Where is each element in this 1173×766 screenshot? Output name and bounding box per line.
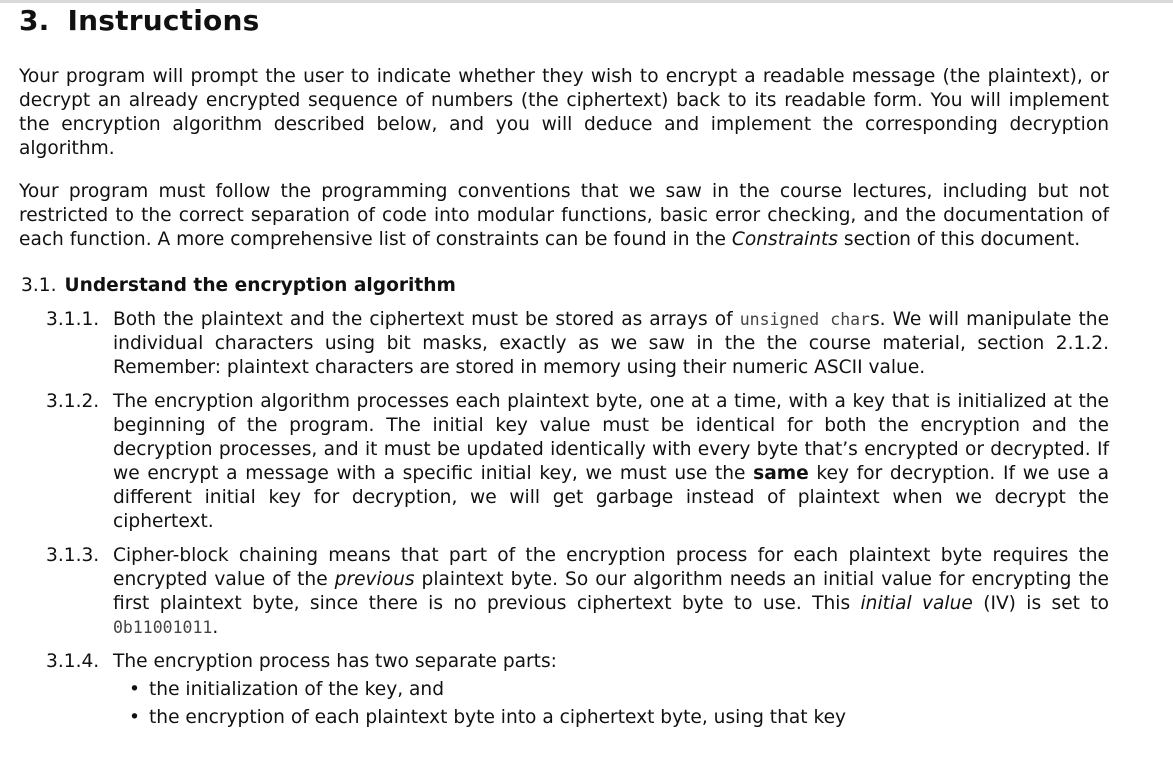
item-text: The encryption algorithm processes each plaintext byte, one at a time, with a key that is initialized at the beginning of the program. The initial key value must be identical for both the encryption and the decryption processes, and it must be updated identically with every byte that’s encrypted or decrypted. If we encrypt a message with a specific initial key, we must use the bbox=[113, 391, 1109, 484]
item-text: Both the plaintext and the ciphertext must be stored as arrays of bbox=[113, 309, 740, 330]
item-number: 3.1.4. bbox=[46, 651, 100, 672]
initial-value-emphasis: initial value bbox=[860, 593, 973, 614]
item-text: s. We will manipulate the individual characters using bit masks, exactly as we saw in the the course material, section 2.1.2. Remember: plaintext characters are stored in memory using their numeric ASCII value. bbox=[113, 309, 1110, 378]
top-rule bbox=[0, 0, 1173, 3]
section-heading bbox=[19, 4, 1109, 38]
item-text: . bbox=[212, 617, 219, 638]
list-item-3-1-4 bbox=[19, 650, 1109, 732]
paragraph-conventions bbox=[19, 180, 1109, 252]
inline-code: unsigned char bbox=[739, 310, 870, 329]
subsection-title: Understand the encryption algorithm bbox=[64, 275, 456, 296]
paragraph-text: section of this document. bbox=[837, 229, 1081, 250]
item-number: 3.1.3. bbox=[46, 545, 100, 566]
document-page bbox=[19, 4, 1109, 732]
paragraph-text: Your program must follow the programming conventions that we saw in the course lectures, including but not restricted to the correct separation of code into modular functions, basic error checking, and the documentation of each function. A more comprehensive list of constraints can be found in the bbox=[19, 181, 1109, 250]
bullet-item bbox=[129, 676, 1109, 704]
bullet-text: the encryption of each plaintext byte into a ciphertext byte, using that key bbox=[149, 707, 847, 728]
previous-emphasis: previous bbox=[334, 569, 415, 590]
bullet-icon: • bbox=[129, 679, 140, 700]
bullet-list bbox=[113, 676, 1109, 732]
bullet-text: the initialization of the key, and bbox=[149, 679, 445, 700]
bullet-icon: • bbox=[129, 707, 140, 728]
same-emphasis: same bbox=[753, 463, 809, 484]
item-text: Cipher-block chaining means that part of the encryption process for each plaintext byte requires the encrypted value of the bbox=[113, 545, 1109, 590]
list-item-3-1-3 bbox=[19, 544, 1109, 640]
subsection-number: 3.1. bbox=[21, 275, 57, 296]
item-number: 3.1.1. bbox=[46, 309, 100, 330]
list-item-3-1-1 bbox=[19, 308, 1109, 380]
bullet-item bbox=[129, 704, 1109, 732]
section-title: Instructions bbox=[67, 4, 260, 37]
subsection-heading bbox=[19, 274, 1109, 298]
item-text: The encryption process has two separate parts: bbox=[113, 651, 557, 672]
item-number: 3.1.2. bbox=[46, 391, 100, 412]
inline-code: 0b11001011 bbox=[113, 618, 213, 637]
item-text: plaintext byte. So our algorithm needs an initial value for encrypting the first plaintext byte, since there is no previous ciphertext byte to use. This bbox=[113, 569, 1109, 614]
item-text: key for decryption. If we use a different initial key for decryption, we will get garbage instead of plaintext when we decrypt the ciphertext. bbox=[113, 463, 1109, 532]
constraints-emphasis: Constraints bbox=[731, 229, 838, 250]
item-text: (IV) is set to bbox=[972, 593, 1109, 614]
section-number: 3. bbox=[19, 4, 50, 37]
list-item-3-1-2 bbox=[19, 390, 1109, 534]
paragraph-intro: Your program will prompt the user to indicate whether they wish to encrypt a readable message (the plaintext), or decrypt an already encrypted sequence of numbers (the ciphertext) back to its readable form. You will implement the encryption algorithm described below, and you will deduce and implement the corresponding decryption algorithm. bbox=[19, 66, 1109, 159]
